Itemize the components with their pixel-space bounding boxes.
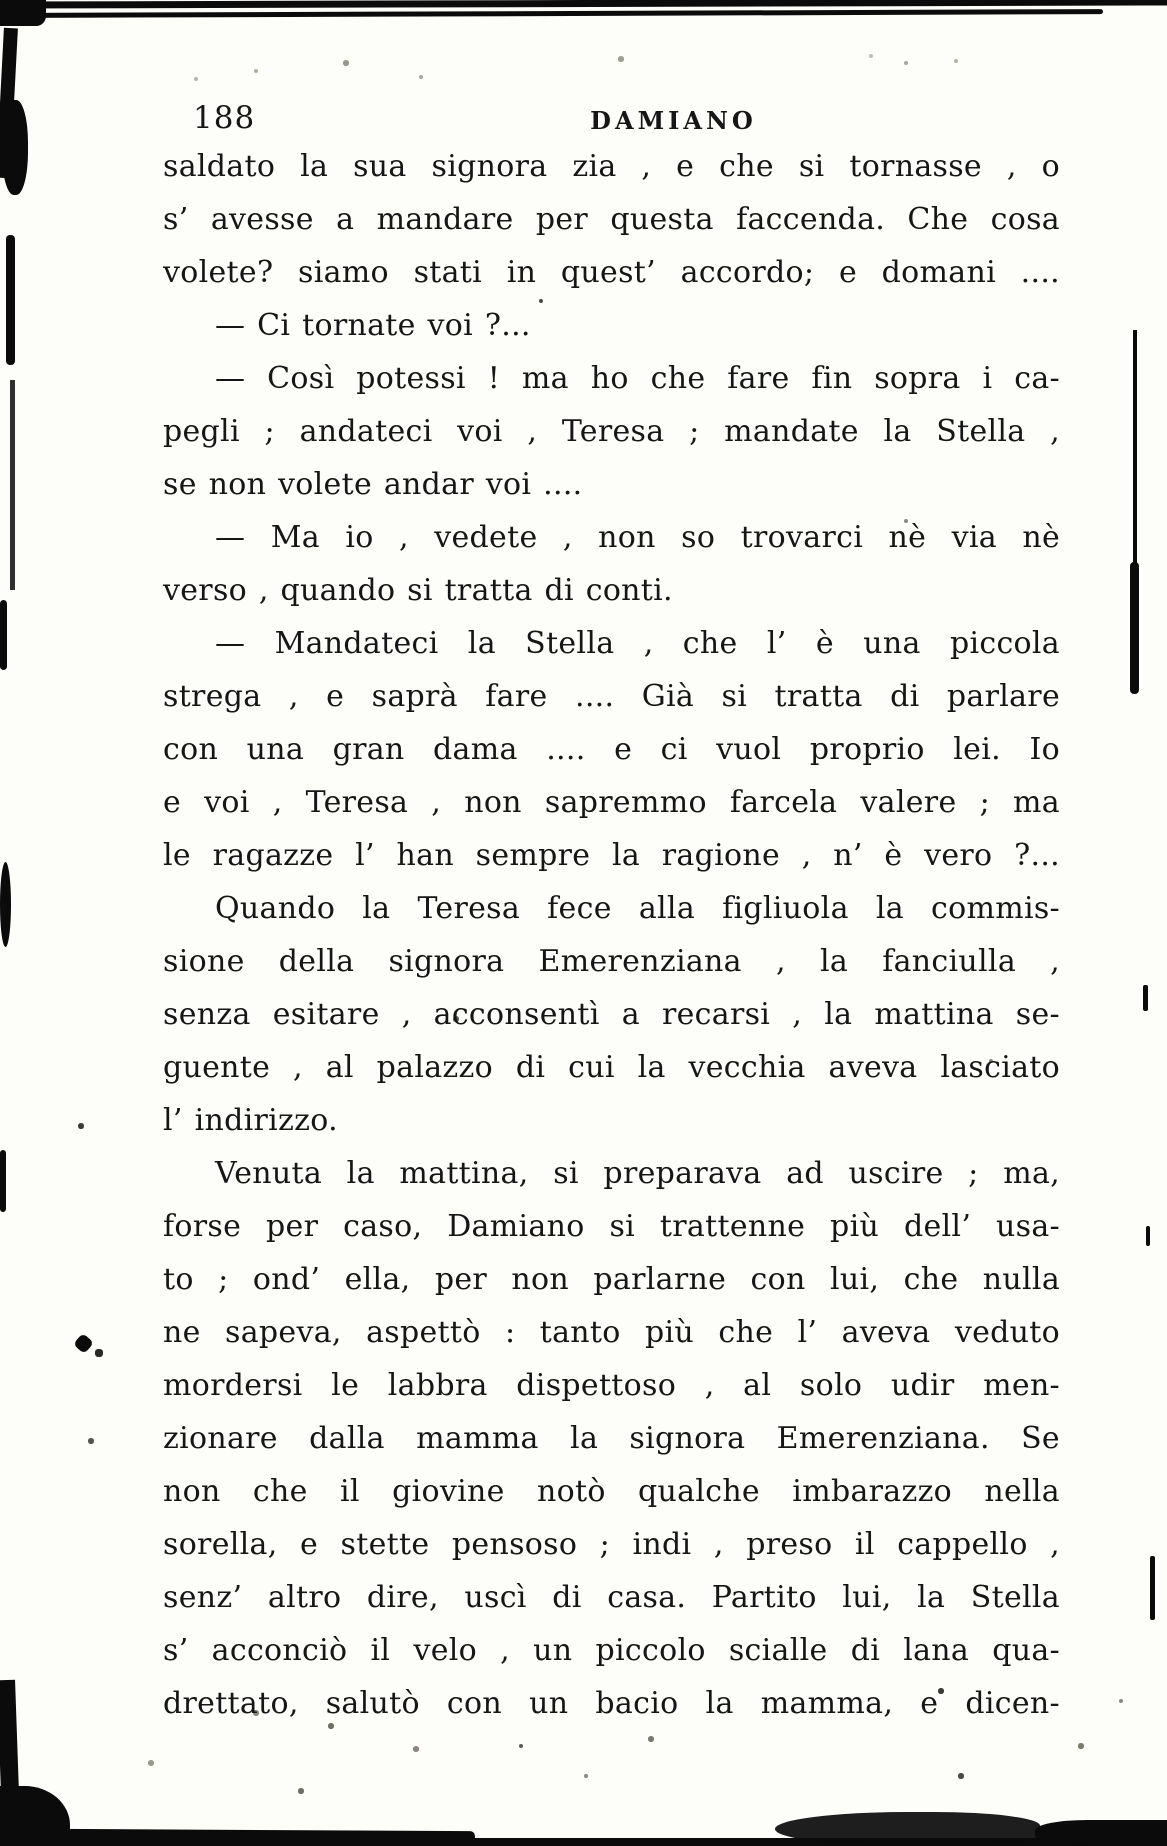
text-line: mordersi le labbra dispettoso , al solo udir men-: [163, 1368, 1060, 1403]
text-line: l’ indirizzo.: [163, 1103, 338, 1138]
text-line: zionare dalla mamma la signora Emerenziana. Se: [163, 1421, 1060, 1456]
scan-bottom-blot: [1035, 1820, 1167, 1846]
text-line: guente , al palazzo di cui la vecchia aveva lasciato: [163, 1050, 1060, 1085]
text-line: drettato, salutò con un bacio la mamma, e dicen-: [163, 1686, 1060, 1721]
text-line: se non volete andar voi ....: [163, 467, 583, 502]
text-line: volete? siamo stati in quest’ accordo; e domani ....: [163, 255, 1060, 290]
text-line: — Ci tornate voi ?...: [215, 308, 531, 343]
text-line: Venuta la mattina, si preparava ad uscire ; ma,: [215, 1156, 1060, 1191]
text-line: pegli ; andateci voi , Teresa ; mandate la Stella ,: [163, 414, 1060, 449]
text-line: non che il giovine notò qualche imbarazzo nella: [163, 1474, 1060, 1509]
binding-mark: [0, 1150, 6, 1212]
text-line: e voi , Teresa , non sapremmo farcela valere ; ma: [163, 785, 1060, 820]
text-line: senza esitare , acconsentì a recarsi , la mattina se-: [163, 997, 1060, 1032]
binding-mark: [6, 235, 15, 365]
scan-bottom-blot: [775, 1812, 1040, 1846]
binding-mark: [0, 600, 7, 670]
page-number: 188: [193, 100, 256, 136]
text-line: s’ avesse a mandare per questa faccenda. Che cosa: [163, 202, 1060, 237]
scan-right-mark: [1143, 985, 1148, 1011]
text-line: sorella, e stette pensoso ; indi , preso il cappello ,: [163, 1527, 1060, 1562]
text-line: to ; ond’ ella, per non parlarne con lui, che nulla: [163, 1262, 1060, 1297]
ink-blot: [73, 1333, 94, 1354]
text-line: le ragazze l’ han sempre la ragione , n’ è vero ?...: [163, 838, 1060, 873]
text-line: — Mandateci la Stella , che l’ è una piccola: [215, 626, 1060, 661]
text-line: con una gran dama .... e ci vuol proprio lei. Io: [163, 732, 1060, 767]
scan-top-rule: [28, 9, 1103, 18]
scan-right-rule: [1133, 330, 1137, 570]
scan-right-mark: [1146, 1226, 1150, 1246]
text-line: s’ acconciò il velo , un piccolo scialle di lana qua-: [163, 1633, 1060, 1668]
scan-corner-blot: [0, 0, 46, 26]
text-line: — Così potessi ! ma ho che fare fin sopra i ca-: [215, 361, 1060, 396]
text-line: senz’ altro dire, uscì di casa. Partito lui, la Stella: [163, 1580, 1060, 1615]
text-line: sione della signora Emerenziana , la fanciulla ,: [163, 944, 1060, 979]
scan-right-rule: [1130, 562, 1139, 694]
text-line: saldato la sua signora zia , e che si tornasse , o: [163, 149, 1060, 184]
text-column: [163, 140, 1060, 1730]
scan-top-edge: [0, 0, 1167, 9]
scan-noise: [0, 0, 2, 2]
text-line: — Ma io , vedete , non so trovarci nè via nè: [215, 520, 1060, 555]
text-line: verso , quando si tratta di conti.: [163, 573, 673, 608]
binding-mark: [0, 862, 11, 947]
text-line: Quando la Teresa fece alla figliuola la commis-: [215, 891, 1060, 926]
binding-mark: [10, 380, 15, 590]
text-line: forse per caso, Damiano si trattenne più dell’ usa-: [163, 1209, 1060, 1244]
scan-bottom-edge: [55, 1829, 475, 1842]
text-line: ne sapeva, aspettò : tanto più che l’ aveva veduto: [163, 1315, 1060, 1350]
running-title: DAMIANO: [590, 106, 757, 135]
scan-right-mark: [1150, 1556, 1155, 1620]
text-line: strega , e saprà fare .... Già si tratta di parlare: [163, 679, 1060, 714]
